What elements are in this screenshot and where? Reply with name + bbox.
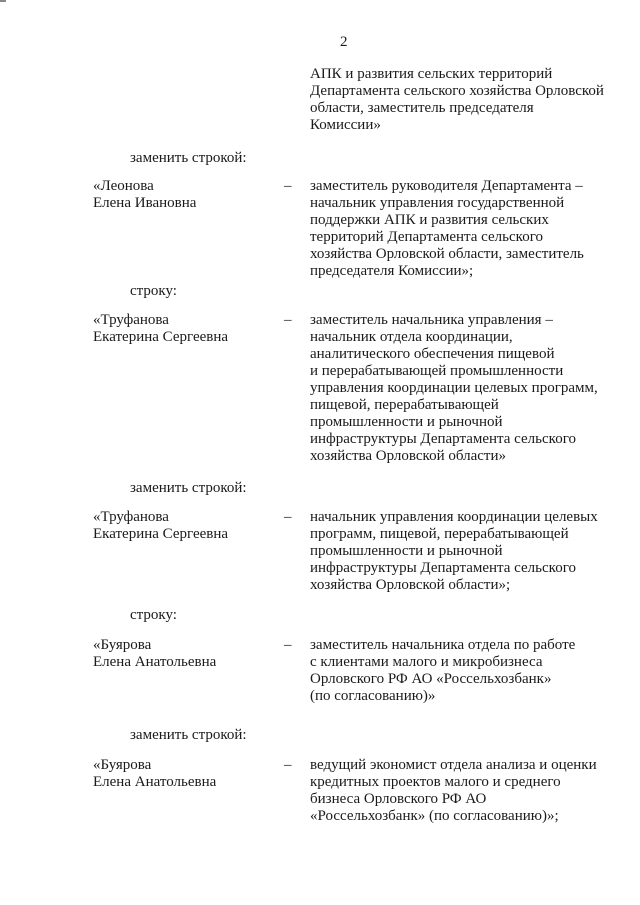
instruction-replace: заменить строкой: xyxy=(130,480,247,496)
person-name: «Леонова Елена Ивановна xyxy=(93,178,197,211)
instruction-replace: заменить строкой: xyxy=(130,150,247,166)
position-description: заместитель начальника отдела по работе с клиентами малого и микробизнеса Орловского РФ АО «Россельхозбанк» (по согласованию)» xyxy=(310,637,576,704)
instruction-line: строку: xyxy=(130,607,177,623)
page-number: 2 xyxy=(340,34,348,50)
position-description: заместитель начальника управления – начальник отдела координации, аналитического обеспечения пищевой и перерабатывающей промышленности управления координации целевых программ, пищевой, перерабатывающей промышленности и рыночной инфраструктуры Департамента сельского хозяйства Орловской области» xyxy=(310,312,598,464)
person-name: «Труфанова Екатерина Сергеевна xyxy=(93,509,229,542)
scan-artifact xyxy=(0,0,6,2)
position-description: ведущий экономист отдела анализа и оценки кредитных проектов малого и среднего бизнеса Орловского РФ АО «Россельхозбанк» (по согласованию)»; xyxy=(310,757,597,824)
position-description: начальник управления координации целевых программ, пищевой, перерабатывающей промышленности и рыночной инфраструктуры Департамента сельского хозяйства Орловской области»; xyxy=(310,509,598,593)
dash-separator: – xyxy=(284,312,292,328)
position-description: заместитель руководителя Департамента – начальник управления государственной поддержки АПК и развития сельских территорий Департамента сельского хозяйства Орловской области, заместитель председателя Комиссии»; xyxy=(310,178,584,279)
continuation-text: АПК и развития сельских территорий Департамента сельского хозяйства Орловской области, заместитель председателя Комиссии» xyxy=(310,66,604,133)
instruction-line: строку: xyxy=(130,283,177,299)
person-name: «Труфанова Екатерина Сергеевна xyxy=(93,312,229,345)
dash-separator: – xyxy=(284,637,292,653)
person-name: «Буярова Елена Анатольевна xyxy=(93,637,217,670)
person-name: «Буярова Елена Анатольевна xyxy=(93,757,217,790)
dash-separator: – xyxy=(284,509,292,525)
dash-separator: – xyxy=(284,178,292,194)
dash-separator: – xyxy=(284,757,292,773)
instruction-replace: заменить строкой: xyxy=(130,727,247,743)
